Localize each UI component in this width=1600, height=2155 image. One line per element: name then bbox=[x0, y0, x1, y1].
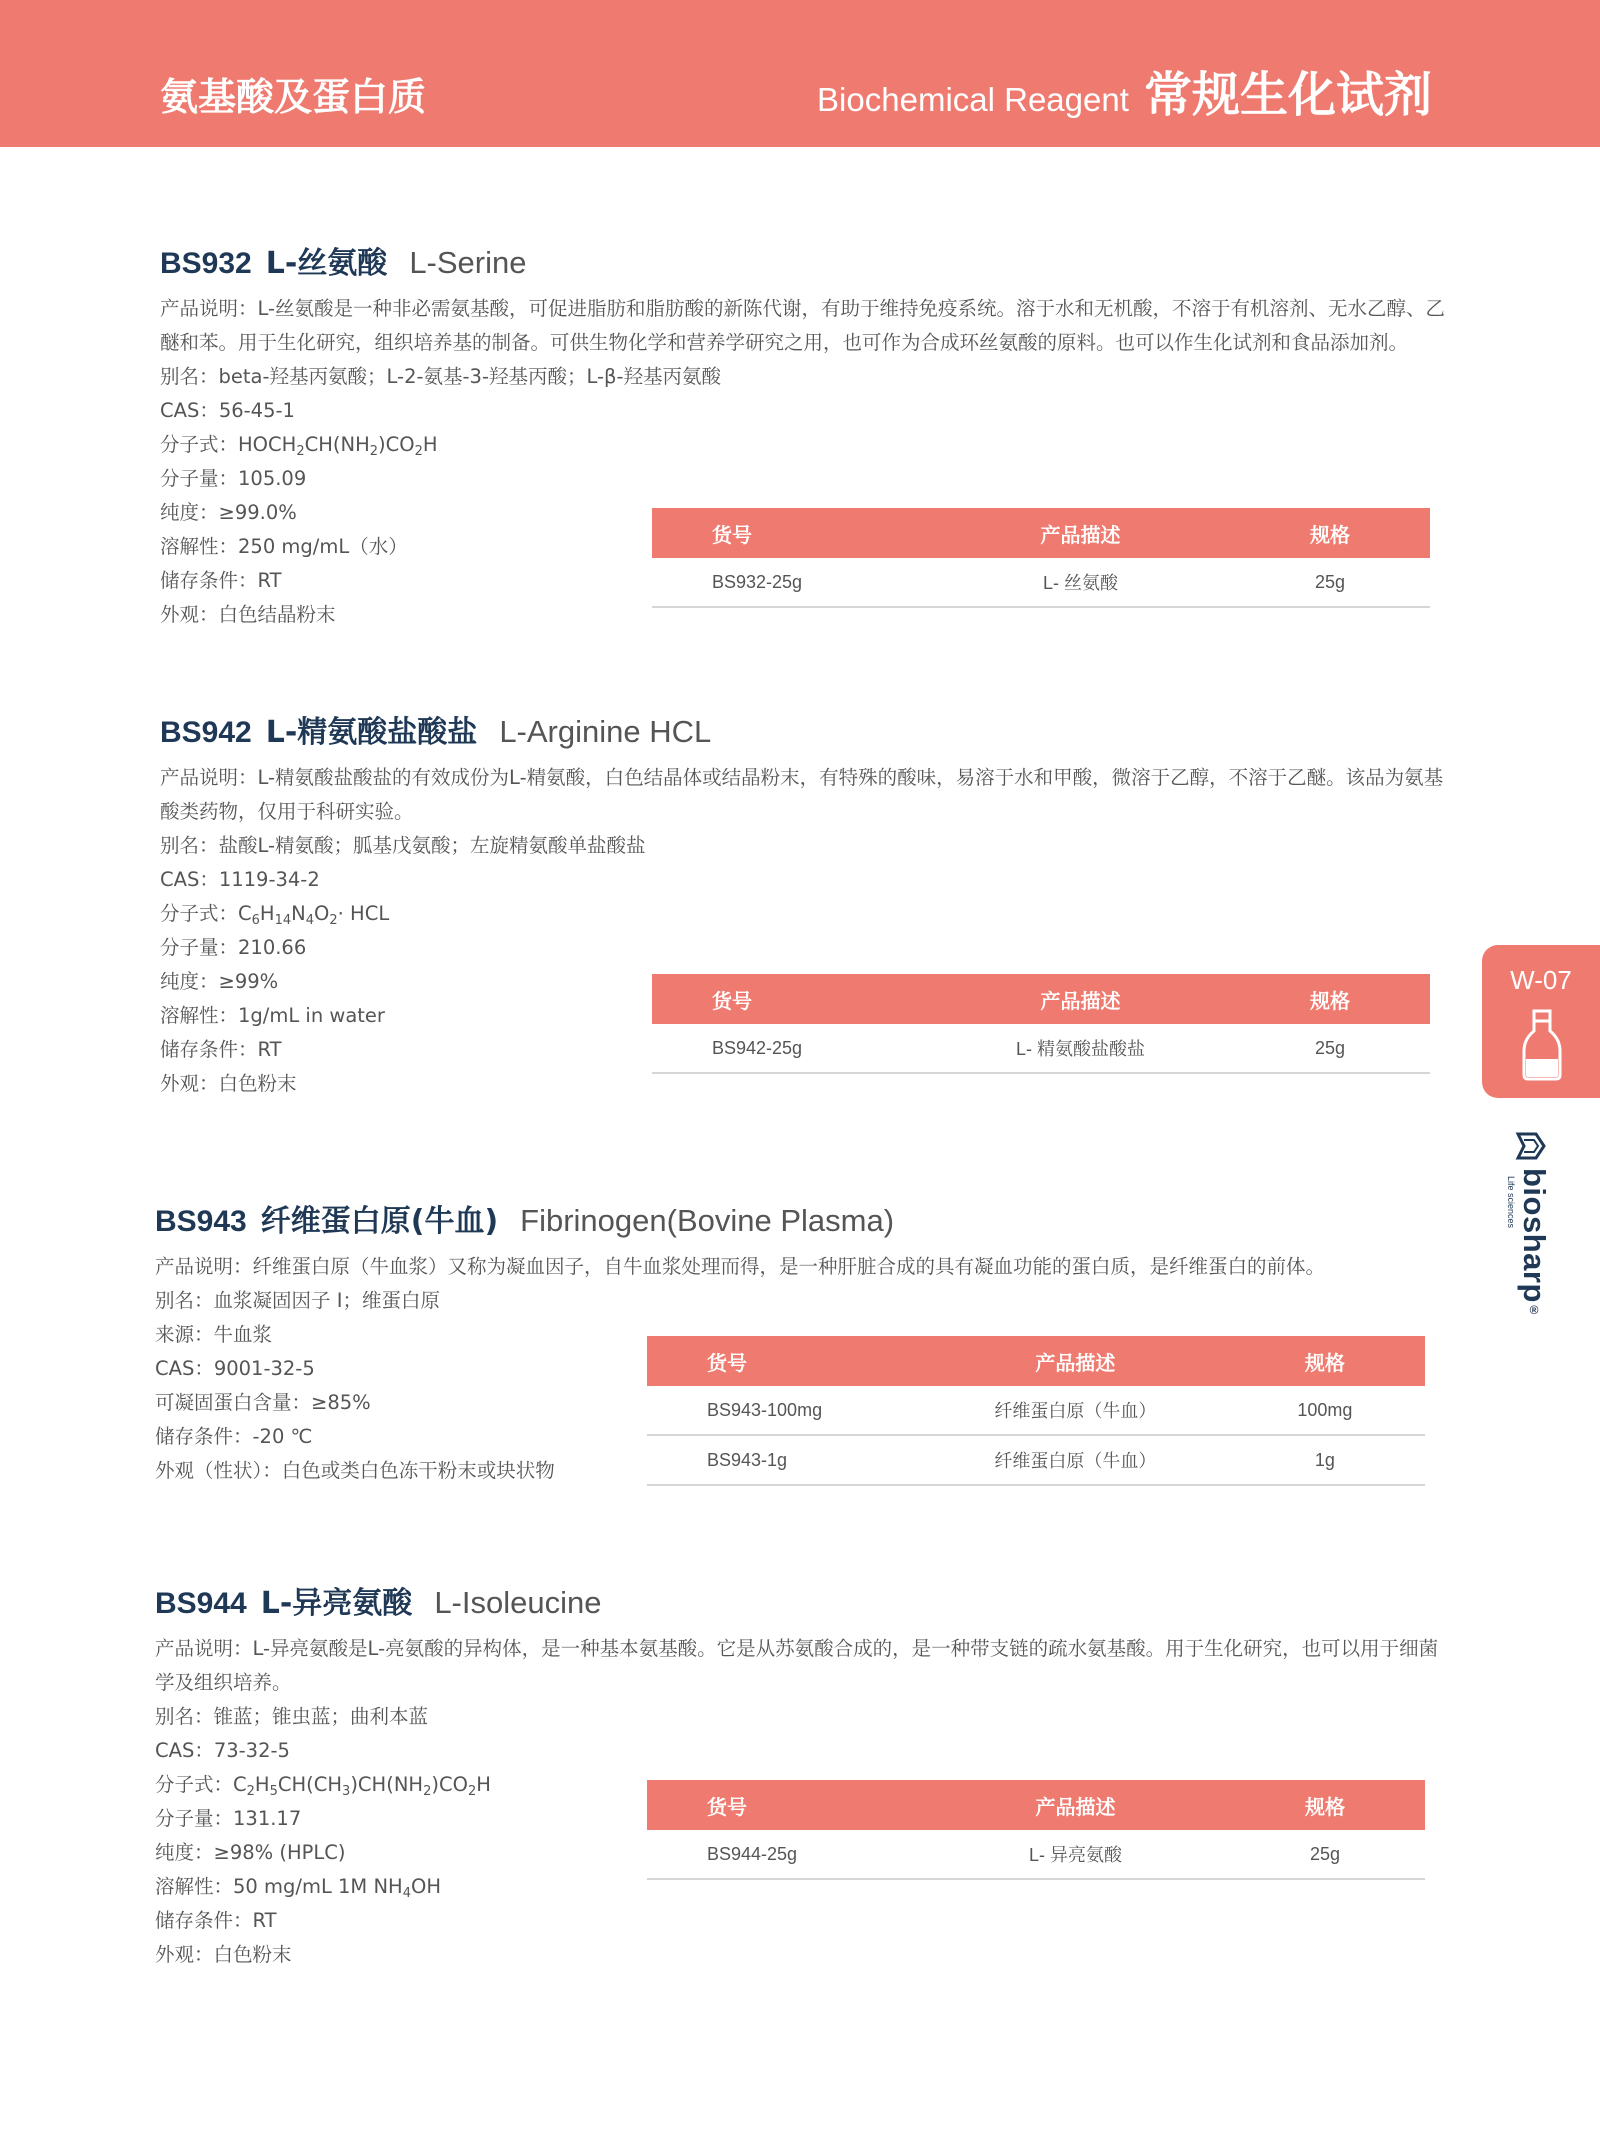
table-header-row bbox=[647, 1336, 1425, 1386]
alias: 别名：盐酸L-精氨酸；胍基戊氨酸；左旋精氨酸单盐酸盐 bbox=[160, 834, 646, 857]
product-table-bs942 bbox=[652, 974, 1430, 1074]
product-name-en: Fibrinogen(Bovine Plasma) bbox=[520, 1203, 895, 1238]
cell-code: BS943-1g bbox=[647, 1435, 926, 1485]
product-description: 产品说明：L-丝氨酸是一种非必需氨基酸，可促进脂肪和脂肪酸的新陈代谢，有助于维持免疫系统。溶于水和无机酸，不溶于有机溶剂、无水乙醇、乙醚和苯。用于生化研究，组织培养基的制备。可供生物化学和营养学研究之用，也可作为合成环丝氨酸的原料。也可以作生化试剂和食品添加剂。 bbox=[160, 297, 1446, 354]
table-header-row bbox=[647, 1780, 1425, 1830]
solubility: 溶解性：250 mg/mL（水） bbox=[160, 535, 408, 558]
product-name-cn: 纤维蛋白原(牛血) bbox=[260, 1204, 499, 1239]
bottle-icon bbox=[1520, 1009, 1564, 1081]
brand-name: biosharp® bbox=[1517, 1168, 1552, 1318]
product-table-bs932 bbox=[652, 508, 1430, 608]
appearance: 外观（性状）：白色或类白色冻干粉末或块状物 bbox=[155, 1459, 555, 1482]
cell-code: BS932-25g bbox=[652, 558, 931, 607]
appearance: 外观：白色粉末 bbox=[160, 1072, 297, 1095]
product-description: 产品说明：L-异亮氨酸是L-亮氨酸的异构体，是一种基本氨基酸。它是从苏氨酸合成的，是一种带支链的疏水氨基酸。用于生化研究，也可以用于细菌学及组织培养。 bbox=[155, 1637, 1439, 1694]
cell-desc: L- 异亮氨酸 bbox=[926, 1830, 1225, 1879]
page-tab bbox=[1482, 945, 1600, 1098]
product-table-bs943 bbox=[647, 1336, 1425, 1486]
molecular-weight: 分子量：131.17 bbox=[155, 1807, 302, 1830]
product-description: 产品说明：L-精氨酸盐酸盐的有效成份为L-精氨酸，白色结晶体或结晶粉末，有特殊的酸味，易溶于水和甲酸，微溶于乙醇，不溶于乙醚。该品为氨基酸类药物，仅用于科研实验。 bbox=[160, 766, 1444, 823]
product-name-en: L-Isoleucine bbox=[434, 1585, 602, 1620]
cell-size: 25g bbox=[1230, 1024, 1430, 1073]
product-name-en: L-Serine bbox=[409, 245, 527, 280]
cas-number: CAS：1119-34-2 bbox=[160, 868, 320, 891]
alias: 别名：锥蓝；锥虫蓝；曲利本蓝 bbox=[155, 1705, 429, 1728]
product-title bbox=[160, 238, 1460, 282]
molecular-weight: 分子量：210.66 bbox=[160, 936, 307, 959]
table-row bbox=[652, 558, 1430, 607]
col-desc: 产品描述 bbox=[931, 974, 1230, 1024]
table-row bbox=[647, 1830, 1425, 1879]
col-size: 规格 bbox=[1230, 974, 1430, 1024]
molecular-weight: 分子量：105.09 bbox=[160, 467, 307, 490]
alias: 别名：beta-羟基丙氨酸；L-2-氨基-3-羟基丙酸；L-β-羟基丙氨酸 bbox=[160, 365, 722, 388]
col-code: 货号 bbox=[652, 508, 931, 558]
clottable-protein: 可凝固蛋白含量：≥85% bbox=[155, 1391, 371, 1414]
page-tab-label: W-07 bbox=[1510, 965, 1572, 995]
source: 来源：牛血浆 bbox=[155, 1323, 273, 1346]
appearance: 外观：白色粉末 bbox=[155, 1943, 292, 1966]
molecular-formula: 分子式：$C_6H_{14}N_4O_2\cdot$ HCL bbox=[160, 902, 390, 928]
table-row bbox=[652, 1024, 1430, 1073]
product-code: BS944 bbox=[155, 1587, 247, 1620]
storage: 储存条件：-20 ℃ bbox=[155, 1425, 313, 1448]
header-subtitle bbox=[817, 56, 1432, 125]
storage: 储存条件：RT bbox=[160, 1038, 282, 1061]
table-row bbox=[647, 1435, 1425, 1485]
cell-code: BS943-100mg bbox=[647, 1386, 926, 1435]
cell-desc: 纤维蛋白原（牛血） bbox=[926, 1435, 1225, 1485]
product-name-cn: L-丝氨酸 bbox=[265, 246, 388, 281]
purity: 纯度：≥99.0% bbox=[160, 501, 297, 524]
solubility: 溶解性：1g/mL in water bbox=[160, 1004, 385, 1027]
solubility: 溶解性：50 mg/mL 1M $NH_4OH$ bbox=[155, 1875, 441, 1901]
col-desc: 产品描述 bbox=[931, 508, 1230, 558]
brand-tagline: Life sciences bbox=[1506, 1176, 1516, 1229]
product-bs944 bbox=[155, 1578, 1455, 1972]
appearance: 外观：白色结晶粉末 bbox=[160, 603, 336, 626]
molecular-formula: 分子式：$HOCH_2CH(NH_2)CO_2H$ bbox=[160, 433, 438, 459]
product-name-cn: L-异亮氨酸 bbox=[260, 1586, 413, 1621]
col-desc: 产品描述 bbox=[926, 1780, 1225, 1830]
cell-size: 100mg bbox=[1225, 1386, 1425, 1435]
col-size: 规格 bbox=[1225, 1780, 1425, 1830]
product-name-cn: L-精氨酸盐酸盐 bbox=[265, 715, 478, 750]
cell-desc: 纤维蛋白原（牛血） bbox=[926, 1386, 1225, 1435]
product-code: BS943 bbox=[155, 1205, 247, 1238]
cas-number: CAS：73-32-5 bbox=[155, 1739, 290, 1762]
table-header-row bbox=[652, 974, 1430, 1024]
molecular-formula: 分子式：$C_2H_5CH(CH_3)CH(NH_2)CO_2H$ bbox=[155, 1773, 491, 1799]
product-title bbox=[160, 707, 1460, 751]
cas-number: CAS：56-45-1 bbox=[160, 399, 295, 422]
col-size: 规格 bbox=[1230, 508, 1430, 558]
purity: 纯度：≥98% (HPLC) bbox=[155, 1841, 346, 1864]
product-title bbox=[155, 1578, 1455, 1622]
cell-size: 25g bbox=[1225, 1830, 1425, 1879]
subtitle-en: Biochemical Reagent bbox=[817, 81, 1129, 118]
cell-size: 1g bbox=[1225, 1435, 1425, 1485]
product-code: BS942 bbox=[160, 716, 252, 749]
cell-desc: L- 丝氨酸 bbox=[931, 558, 1230, 607]
col-code: 货号 bbox=[647, 1336, 926, 1386]
storage: 储存条件：RT bbox=[160, 569, 282, 592]
cell-code: BS942-25g bbox=[652, 1024, 931, 1073]
page-header bbox=[0, 0, 1600, 147]
col-desc: 产品描述 bbox=[926, 1336, 1225, 1386]
category-title: 氨基酸及蛋白质 bbox=[160, 75, 427, 119]
storage: 储存条件：RT bbox=[155, 1909, 277, 1932]
product-name-en: L-Arginine HCL bbox=[499, 714, 712, 749]
product-title bbox=[155, 1196, 1455, 1240]
cell-size: 25g bbox=[1230, 558, 1430, 607]
col-code: 货号 bbox=[647, 1780, 926, 1830]
product-table-bs944 bbox=[647, 1780, 1425, 1880]
subtitle-cn: 常规生化试剂 bbox=[1143, 67, 1432, 123]
alias: 别名：血浆凝固因子 Ⅰ；维蛋白原 bbox=[155, 1289, 440, 1312]
product-code: BS932 bbox=[160, 247, 252, 280]
product-description: 产品说明：纤维蛋白原（牛血浆）又称为凝血因子，自牛血浆处理而得，是一种肝脏合成的具有凝血功能的蛋白质，是纤维蛋白的前体。 bbox=[155, 1255, 1326, 1278]
cas-number: CAS：9001-32-5 bbox=[155, 1357, 315, 1380]
col-size: 规格 bbox=[1225, 1336, 1425, 1386]
purity: 纯度：≥99% bbox=[160, 970, 279, 993]
cell-desc: L- 精氨酸盐酸盐 bbox=[931, 1024, 1230, 1073]
cell-code: BS944-25g bbox=[647, 1830, 926, 1879]
col-code: 货号 bbox=[652, 974, 931, 1024]
table-header-row bbox=[652, 508, 1430, 558]
table-row bbox=[647, 1386, 1425, 1435]
